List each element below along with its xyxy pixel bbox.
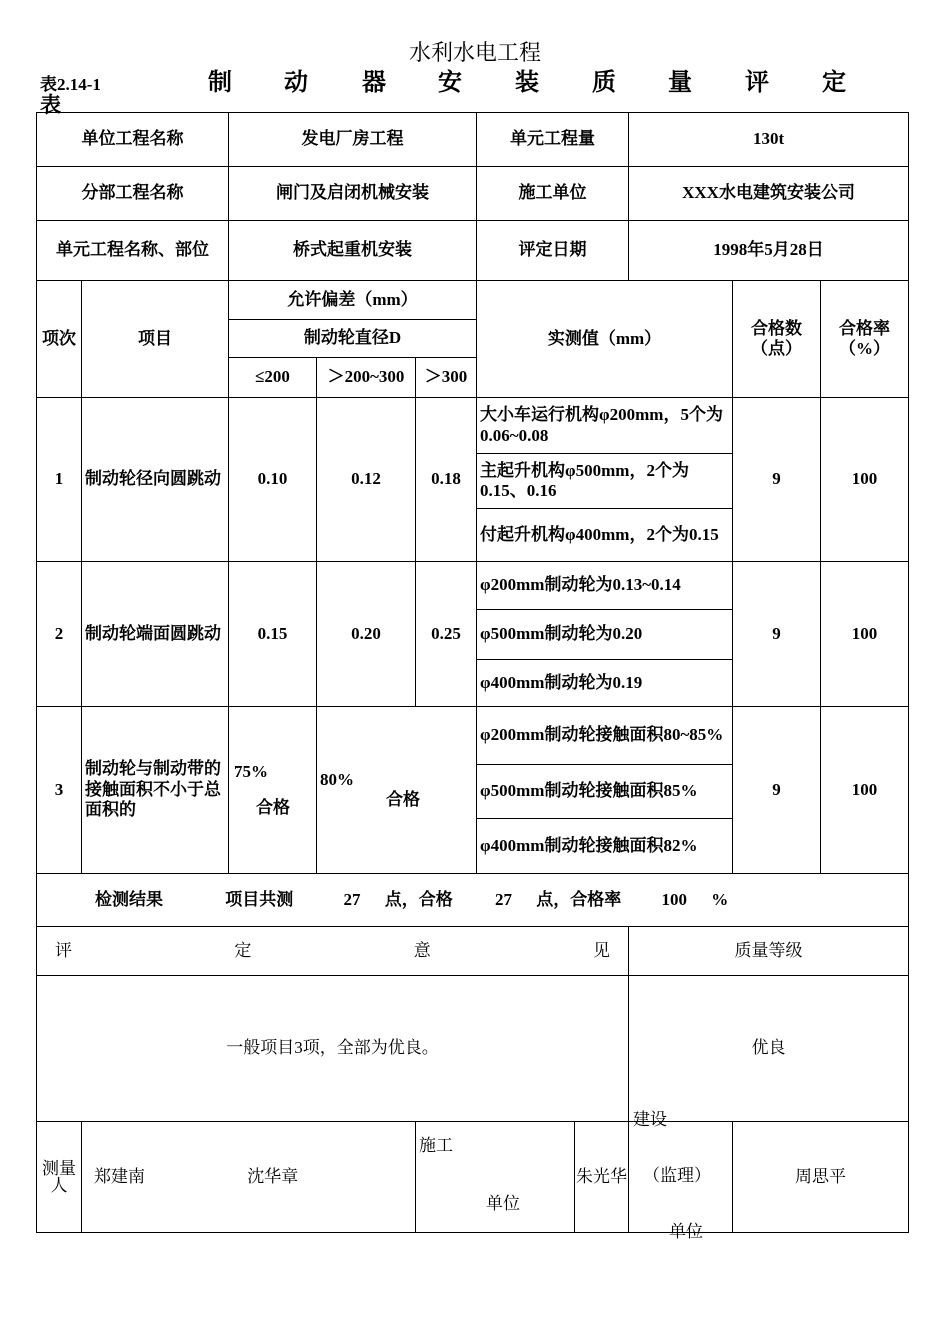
- construction-unit-cell: [416, 1122, 629, 1233]
- surveyor-1: 郑建南: [94, 1166, 145, 1186]
- title-char: 定: [822, 67, 846, 96]
- result-text3: 点，合格率: [536, 889, 622, 909]
- measured-value: φ500mm制动轮为0.20: [477, 610, 733, 660]
- row-pass-rate: 100: [821, 562, 909, 707]
- title-char: 质: [592, 67, 616, 96]
- supervision-label-1: 建设: [633, 1110, 668, 1129]
- result-text2: 点，合格: [384, 889, 453, 909]
- table-row: [37, 707, 909, 765]
- contractor: XXX水电建筑安装公司: [629, 167, 909, 221]
- row-item: 制动轮与制动带的接触面积不小于总面积的: [82, 707, 229, 874]
- row-no: 2: [37, 562, 82, 707]
- row-d1: 0.10: [229, 398, 317, 562]
- row-d1-cell: [229, 707, 317, 874]
- table-suffix: 表: [40, 92, 61, 117]
- row-pass-rate: 100: [821, 398, 909, 562]
- title-char: 量: [668, 67, 692, 96]
- eval-date: 1998年5月28日: [629, 221, 909, 281]
- evaluation-body-row: [37, 976, 909, 1122]
- info-row: [37, 221, 909, 281]
- row-no: 3: [37, 707, 82, 874]
- row-pass-count: 9: [733, 398, 821, 562]
- col-tolerance: 允许偏差（mm）: [229, 281, 477, 320]
- supervision-label-3: 单位: [669, 1222, 704, 1241]
- unit-project-name-label: 单位工程名称: [37, 113, 229, 167]
- col-pass-rate: 合格率（%）: [821, 281, 909, 398]
- measured-value: 大小车运行机构φ200mm，5个为0.06~0.08: [477, 398, 733, 454]
- result-passed: 27: [495, 889, 512, 909]
- opinion-char: 评: [55, 940, 72, 960]
- construction-label-2: 单位: [486, 1194, 520, 1213]
- row-d3: 0.18: [416, 398, 477, 562]
- result-pct: %: [711, 889, 729, 909]
- construction-person: 朱光华: [576, 1166, 628, 1186]
- row-d23-grade: 合格: [386, 790, 420, 809]
- title-char: 制: [208, 67, 232, 96]
- row-d2: 0.12: [317, 398, 416, 562]
- row-item: 制动轮径向圆跳动: [82, 398, 229, 562]
- signature-row: [37, 1122, 909, 1233]
- supervision-person: 周思平: [733, 1122, 909, 1233]
- title-char: 安: [438, 67, 462, 96]
- column-header-row: [37, 281, 909, 320]
- col-d1: ≤200: [229, 358, 317, 398]
- row-d3: 0.25: [416, 562, 477, 707]
- row-d1: 0.15: [229, 562, 317, 707]
- row-pass-rate: 100: [821, 707, 909, 874]
- result-row: [37, 874, 909, 927]
- surveyor-label: 测量人: [37, 1122, 82, 1233]
- surveyors-cell: [82, 1122, 416, 1233]
- quality-assessment-table: [36, 112, 909, 1241]
- document-subtitle: 水利水电工程: [408, 41, 541, 66]
- measured-value: φ200mm制动轮接触面积80~85%: [477, 707, 733, 765]
- result-label: 检测结果: [95, 889, 163, 909]
- result-text1: 项目共测: [225, 889, 294, 909]
- measured-value: φ200mm制动轮为0.13~0.14: [477, 562, 733, 610]
- eval-date-label: 评定日期: [477, 221, 629, 281]
- measured-value: 主起升机构φ500mm，2个为0.15、0.16: [477, 454, 733, 509]
- col-wheel-dia: 制动轮直径D: [229, 320, 477, 358]
- measured-value: φ400mm制动轮接触面积82%: [477, 819, 733, 874]
- row-pass-count: 9: [733, 562, 821, 707]
- evaluation-header-row: [37, 927, 909, 976]
- detection-result: [37, 874, 909, 927]
- measured-value: φ400mm制动轮为0.19: [477, 660, 733, 707]
- surveyor-2: 沈华章: [247, 1166, 299, 1186]
- row-d1-grade: 合格: [256, 798, 290, 817]
- division-name: 闸门及启闭机械安装: [229, 167, 477, 221]
- unit-project-name: 发电厂房工程: [229, 113, 477, 167]
- unit-quantity-label: 单元工程量: [477, 113, 629, 167]
- opinion-char: 定: [234, 940, 252, 960]
- element-name-label: 单元工程名称、部位: [37, 221, 229, 281]
- contractor-label: 施工单位: [477, 167, 629, 221]
- table-row: [37, 562, 909, 610]
- table-number: 表2.14-1: [40, 75, 101, 94]
- title-char: 器: [362, 67, 386, 96]
- title-char: 动: [284, 67, 308, 96]
- col-pass-count: 合格数（点）: [733, 281, 821, 398]
- row-item: 制动轮端面圆跳动: [82, 562, 229, 707]
- row-d23-pct: 80%: [320, 769, 354, 789]
- opinion-char: 见: [593, 940, 611, 960]
- grade-label: 质量等级: [629, 927, 909, 976]
- title-char: 评: [745, 67, 769, 96]
- quality-grade: 优良: [629, 976, 909, 1122]
- construction-label-1: 施工: [419, 1136, 453, 1155]
- result-rate: 100: [661, 889, 687, 909]
- measured-value: 付起升机构φ400mm，2个为0.15: [477, 509, 733, 562]
- info-row: [37, 113, 909, 167]
- col-measured: 实测值（mm）: [477, 281, 733, 398]
- element-name: 桥式起重机安装: [229, 221, 477, 281]
- row-no: 1: [37, 398, 82, 562]
- opinion-char: 意: [413, 940, 431, 960]
- info-row: [37, 167, 909, 221]
- col-item: 项目: [82, 281, 229, 398]
- col-d2: ＞200~300: [317, 358, 416, 398]
- supervision-label-2: （监理）: [643, 1166, 712, 1185]
- row-pass-count: 9: [733, 707, 821, 874]
- opinion-label: [37, 927, 629, 976]
- measured-value: φ500mm制动轮接触面积85%: [477, 765, 733, 819]
- division-name-label: 分部工程名称: [37, 167, 229, 221]
- table-row: [37, 398, 909, 454]
- row-d1-pct: 75%: [234, 761, 268, 781]
- result-total: 27: [343, 889, 361, 909]
- row-d2: 0.20: [317, 562, 416, 707]
- unit-quantity: 130t: [629, 113, 909, 167]
- title-char: 装: [515, 67, 539, 96]
- col-item-no: 项次: [37, 281, 82, 398]
- row-d23-cell: [317, 707, 477, 874]
- supervision-label-cell: [629, 1110, 733, 1241]
- col-d3: ＞300: [416, 358, 477, 398]
- opinion-text: 一般项目3项，全部为优良。: [37, 976, 629, 1122]
